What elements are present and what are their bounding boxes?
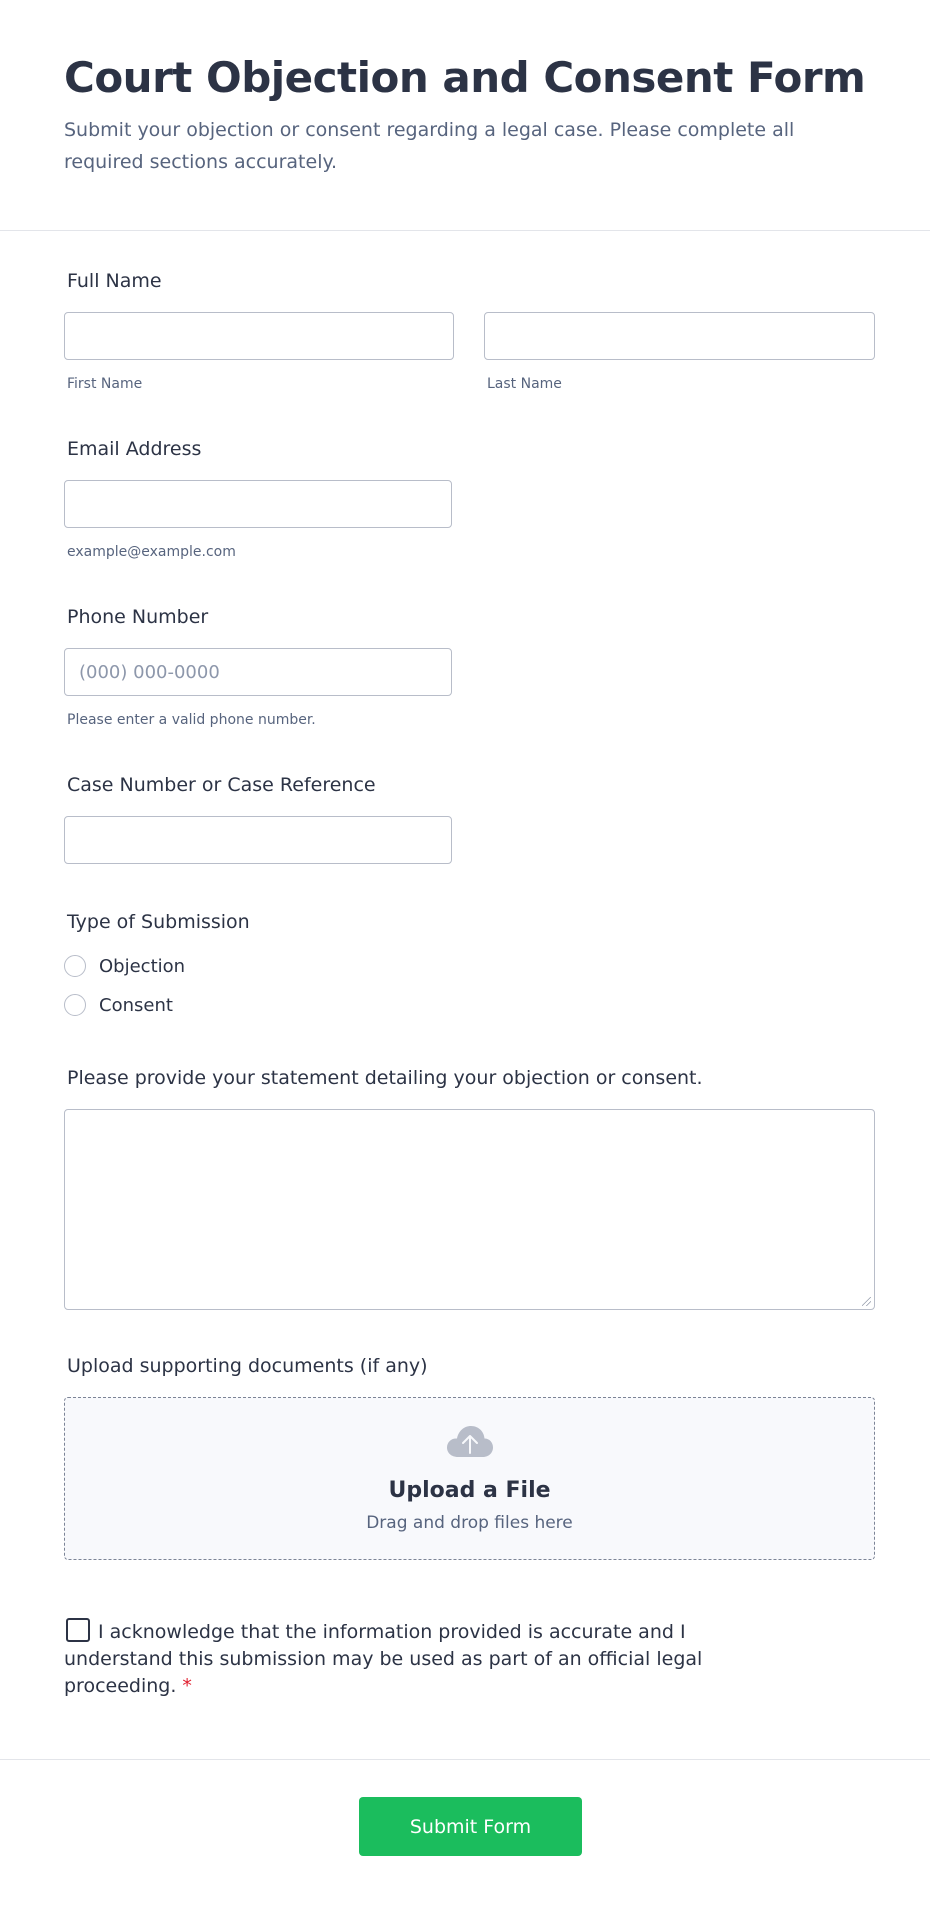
- consent-radio[interactable]: [64, 994, 86, 1016]
- upload-label: Upload supporting documents (if any): [67, 1355, 428, 1377]
- first-name-input[interactable]: [64, 312, 454, 360]
- upload-title: Upload a File: [388, 1478, 551, 1503]
- page-title: Court Objection and Consent Form: [64, 53, 866, 102]
- form-header: [0, 0, 930, 231]
- consent-radio-label[interactable]: Consent: [99, 994, 173, 1016]
- footer-divider: [0, 1759, 930, 1760]
- file-upload-dropzone[interactable]: [64, 1397, 875, 1560]
- email-sublabel: example@example.com: [67, 544, 236, 560]
- statement-textarea[interactable]: [64, 1109, 875, 1310]
- full-name-label: Full Name: [67, 270, 162, 292]
- radio-option-consent[interactable]: [64, 994, 173, 1016]
- page-subtitle: Submit your objection or consent regarding a legal case. Please complete all required sections accurately.: [64, 119, 795, 173]
- objection-radio[interactable]: [64, 955, 86, 977]
- required-marker: *: [182, 1675, 192, 1697]
- first-name-sublabel: First Name: [67, 376, 143, 392]
- acknowledgement: [64, 1618, 704, 1700]
- email-input[interactable]: [64, 480, 452, 528]
- submission-type-label: Type of Submission: [67, 911, 250, 933]
- last-name-sublabel: Last Name: [487, 376, 562, 392]
- cloud-upload-icon: [446, 1424, 494, 1458]
- resize-handle-icon[interactable]: [862, 1297, 871, 1306]
- objection-radio-label[interactable]: Objection: [99, 955, 186, 977]
- acknowledgement-checkbox[interactable]: [66, 1618, 90, 1642]
- email-label: Email Address: [67, 438, 202, 460]
- radio-option-objection[interactable]: [64, 955, 185, 977]
- phone-input[interactable]: [64, 648, 452, 696]
- phone-label: Phone Number: [67, 606, 209, 628]
- acknowledgement-text[interactable]: I acknowledge that the information provided is accurate and I understand this submission may be used as part of an official legal proceeding.: [64, 1621, 703, 1697]
- case-number-input[interactable]: [64, 816, 452, 864]
- phone-sublabel: Please enter a valid phone number.: [67, 712, 316, 728]
- case-number-label: Case Number or Case Reference: [67, 774, 376, 796]
- last-name-input[interactable]: [484, 312, 875, 360]
- upload-subtitle: Drag and drop files here: [366, 1513, 573, 1533]
- submit-button[interactable]: Submit Form: [359, 1797, 582, 1856]
- statement-label: Please provide your statement detailing your objection or consent.: [67, 1067, 703, 1089]
